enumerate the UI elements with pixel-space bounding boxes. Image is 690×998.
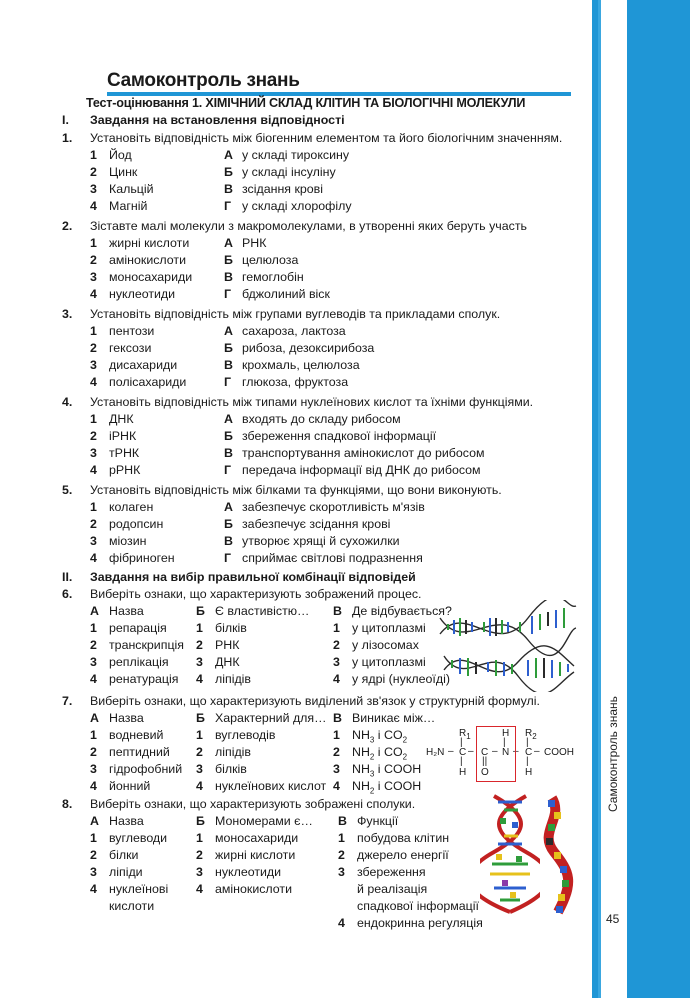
q5-answer-text: сприймає світлові подразнення [242,551,423,565]
q7-col_a-item-text: пептидний [109,745,170,759]
q8-col_a-item-number: 4 [90,882,97,896]
peptide-formula: H₂N – C $R_1$ | | H – C || O – N | H – C $R_2$ | | H – COOH [426,724,590,784]
q7-col_b-item-text: білків [215,762,247,776]
q2-answer-text: РНК [242,236,267,250]
q7-col_c-item-number: 4 [333,779,340,793]
q6-col_b-item-text: білків [215,621,247,635]
q7-col_b-item-text: ліпідів [215,745,252,759]
q8-col_b-item-text: нуклеотиди [215,865,282,879]
q7-col_c-item-text: $NH_2$ і $CO_2$ [352,745,408,762]
q2-option-text: жирні кислоти [109,236,190,250]
q6-col_a-letter: А [90,604,99,618]
q3-option-number: 2 [90,341,97,355]
q6-col_c-heading: Де відбувається? [352,604,452,618]
formula-c3: C [525,747,533,758]
q6-col_c-item-text: у цитоплазмі [352,621,426,635]
q8-col_a-item-number: 2 [90,848,97,862]
q2-option-text: моносахариди [109,270,193,284]
question-4-number: 4. [62,395,73,409]
test-heading: Тест-оцінювання 1. ХІМІЧНИЙ СКЛАД КЛІТИН ТА БІОЛОГІЧНІ МОЛЕКУЛИ [86,96,526,110]
q6-col_a-item-number: 3 [90,655,97,669]
q6-col_b-item-text: ліпідів [215,672,252,686]
q8-col_b-item-text: жирні кислоти [215,848,296,862]
q4-option-text: тРНК [109,446,140,460]
q8-col_a-heading: Назва [109,814,144,828]
q1-answer-text: зсідання крові [242,182,323,196]
q8-col_a-letter: А [90,814,99,828]
q4-option-number: 4 [90,463,97,477]
q6-col_b-item-text: РНК [215,638,240,652]
q7-col_b-item-text: нуклеїнових кислот [215,779,327,793]
q2-option-number: 1 [90,236,97,250]
q4-option-text: рРНК [109,463,141,477]
q8-col_c-letter: В [338,814,347,828]
q4-option-text: іРНК [109,429,137,443]
q1-option-text: Йод [109,148,132,162]
q7-col_b-item-number: 3 [196,762,203,776]
q8-col_b-item-number: 4 [196,882,203,896]
q1-option-number: 1 [90,148,97,162]
q1-option-number: 4 [90,199,97,213]
q6-col_b-item-number: 3 [196,655,203,669]
q8-col_c-item-text: побудова клітин [357,831,450,845]
q1-answer-letter: В [224,182,233,196]
q4-option-number: 2 [90,429,97,443]
question-5-number: 5. [62,483,73,497]
formula-cooh: COOH [544,747,574,758]
q5-answer-text: забезпечує скоротливість м'язів [242,500,425,514]
q6-col_a-item-number: 4 [90,672,97,686]
q6-col_c-item-text: у ядрі (нуклеоїді) [352,672,450,686]
q4-option-number: 1 [90,412,97,426]
q1-option-text: Магній [109,199,148,213]
q8-col_c-item-text: джерело енергії [357,848,449,862]
q3-option-text: пентози [109,324,155,338]
q6-col_b-item-number: 2 [196,638,203,652]
q2-option-text: амінокислоти [109,253,187,267]
q2-answer-letter: А [224,236,233,250]
q1-answer-letter: Б [224,165,233,179]
q2-answer-letter: Г [224,287,232,301]
q1-answer-text: у складі інсуліну [242,165,336,179]
question-5-text: Установіть відповідність між білками та функціями, що вони виконують. [90,483,502,497]
q8-col_a-item-text: вуглеводи [109,831,168,845]
q7-col_a-item-text: йонний [109,779,151,793]
page-title: Самоконтроль знань [107,70,300,91]
question-6-text: Виберіть ознаки, що характеризують зображений процес. [90,587,422,601]
question-2-text: Зіставте малі молекули з макромолекулами, в утворенні яких беруть участь [90,219,527,233]
formula-o: O [481,767,489,778]
q8-col_c-item-number: 1 [338,831,345,845]
q7-col_a-item-number: 4 [90,779,97,793]
q5-answer-letter: В [224,534,233,548]
q6-col_c-item-number: 1 [333,621,340,635]
q5-option-number: 4 [90,551,97,565]
q7-col_b-item-number: 2 [196,745,203,759]
q6-col_c-item-number: 3 [333,655,340,669]
q4-answer-text: передача інформації від ДНК до рибосом [242,463,481,477]
formula-c1: C [459,747,467,758]
protein-chain-illustration [534,792,580,918]
q3-option-text: полісахариди [109,375,187,389]
q7-col_b-item-number: 1 [196,728,203,742]
q8-col-a-extra: кислоти [109,899,155,913]
formula-c2: C [481,747,489,758]
q3-option-number: 1 [90,324,97,338]
q8-col-c-extra-2: спадкової інформації [357,899,479,913]
q5-answer-letter: Г [224,551,232,565]
q5-answer-text: забезпечує зсідання крові [242,517,391,531]
q8-col_b-item-text: моносахариди [215,831,299,845]
q4-answer-letter: В [224,446,233,460]
q3-answer-letter: Б [224,341,233,355]
q5-option-number: 1 [90,500,97,514]
q6-col_c-letter: В [333,604,342,618]
q2-answer-text: целюлоза [242,253,299,267]
q6-col_a-item-text: репарація [109,621,167,635]
q7-col_a-item-number: 3 [90,762,97,776]
q8-col_a-item-text: нуклеїнові [109,882,169,896]
q4-answer-letter: Г [224,463,232,477]
q6-col_b-item-number: 4 [196,672,203,686]
q4-option-number: 3 [90,446,97,460]
q2-answer-text: бджолиний віск [242,287,330,301]
formula-h1: H [459,767,467,778]
q8-col_b-item-text: амінокислоти [215,882,293,896]
q1-answer-letter: А [224,148,233,162]
q8-col_c-item-text: ендокринна регуляція [357,916,483,930]
question-8-number: 8. [62,797,73,811]
q7-col_a-item-text: гідрофобний [109,762,183,776]
question-2-number: 2. [62,219,73,233]
q1-option-number: 2 [90,165,97,179]
q6-col_b-item-number: 1 [196,621,203,635]
question-1-text: Установіть відповідність між біогенним елементом та його біологічним значенням. [90,131,563,145]
q2-option-number: 3 [90,270,97,284]
q6-col_a-item-number: 1 [90,621,97,635]
q8-col_a-item-number: 3 [90,865,97,879]
q5-option-text: родопсин [109,517,164,531]
q8-col_b-item-number: 3 [196,865,203,879]
q6-col_a-item-number: 2 [90,638,97,652]
q2-option-text: нуклеотиди [109,287,176,301]
formula-r2: $R_2$ [525,728,537,741]
q3-answer-letter: В [224,358,233,372]
section-1-number: I. [62,113,69,127]
formula-n: N [502,747,510,758]
q7-col_a-heading: Назва [109,711,144,725]
q1-answer-text: у складі хлорофілу [242,199,352,213]
q3-answer-letter: Г [224,375,232,389]
q6-col_b-item-text: ДНК [215,655,240,669]
section-1-title: Завдання на встановлення відповідності [90,113,345,127]
q7-col_a-item-number: 2 [90,745,97,759]
q1-answer-letter: Г [224,199,232,213]
q8-col_a-item-number: 1 [90,831,97,845]
q7-col_a-item-number: 1 [90,728,97,742]
formula-h3: H [525,767,533,778]
q3-option-text: гексози [109,341,152,355]
q5-option-text: колаген [109,500,154,514]
q8-col_b-item-number: 1 [196,831,203,845]
q6-col_c-item-number: 2 [333,638,340,652]
dna-helix-illustration [480,792,540,916]
q2-answer-text: гемоглобін [242,270,304,284]
q2-answer-letter: В [224,270,233,284]
q7-col_c-item-number: 2 [333,745,340,759]
question-8-text: Виберіть ознаки, що характеризують зображені сполуки. [90,797,416,811]
q8-col_b-item-number: 2 [196,848,203,862]
q7-col_b-item-text: вуглеводів [215,728,276,742]
q6-col_c-item-text: у цитоплазмі [352,655,426,669]
q7-col_b-item-number: 4 [196,779,203,793]
q6-col_c-item-text: у лізосомах [352,638,419,652]
q5-option-number: 3 [90,534,97,548]
q7-col_c-item-text: $NH_3$ і COOH [352,762,422,779]
question-1-number: 1. [62,131,73,145]
q7-col_c-item-text: $NH_3$ і $CO_2$ [352,728,408,745]
q7-col_a-item-text: водневий [109,728,164,742]
q5-option-text: фібриноген [109,551,175,565]
q7-col_c-item-text: $NH_2$ і COOH [352,779,422,796]
q7-col_b-heading: Характерний для… [215,711,327,725]
q3-answer-text: рибоза, дезоксирибоза [242,341,375,355]
q3-option-number: 3 [90,358,97,372]
q3-answer-text: сахароза, лактоза [242,324,346,338]
q8-col_b-heading: Мономерами є… [215,814,313,828]
q6-col_a-item-text: транскрипція [109,638,184,652]
q2-option-number: 2 [90,253,97,267]
q7-col_c-item-number: 1 [333,728,340,742]
question-4-text: Установіть відповідність між типами нуклеїнових кислот та їхніми функціями. [90,395,534,409]
q1-option-number: 3 [90,182,97,196]
q3-answer-letter: А [224,324,233,338]
dna-replication-illustration [436,600,578,692]
formula-r1: $R_1$ [459,728,471,741]
q1-option-text: Кальцій [109,182,154,196]
q7-col_c-item-number: 3 [333,762,340,776]
q4-answer-letter: Б [224,429,233,443]
q4-answer-text: збереження спадкової інформації [242,429,437,443]
question-7-number: 7. [62,694,73,708]
q4-answer-text: транспортування амінокислот до рибосом [242,446,485,460]
q8-col_c-item-number: 3 [338,865,345,879]
q8-col_c-item-number: 2 [338,848,345,862]
q8-col_c-item-number: 4 [338,916,345,930]
q7-col_b-letter: Б [196,711,205,725]
q7-col_c-letter: В [333,711,342,725]
q5-option-number: 2 [90,517,97,531]
q7-col_a-letter: А [90,711,99,725]
q8-col_b-letter: Б [196,814,205,828]
q8-col_c-item-text: збереження [357,865,426,879]
q1-option-text: Цинк [109,165,138,179]
q8-col-c-extra-1: й реалізація [357,882,428,896]
question-3-text: Установіть відповідність між групами вуглеводів та прикладами сполук. [90,307,501,321]
q7-col_c-heading: Виникає між… [352,711,436,725]
q3-option-text: дисахариди [109,358,178,372]
question-7-text: Виберіть ознаки, що характеризують виділений зв'язок у структурній формулі. [90,694,540,708]
q6-col_b-letter: Б [196,604,205,618]
q6-col_b-heading: Є властивістю… [215,604,310,618]
q2-answer-letter: Б [224,253,233,267]
q4-answer-text: входять до складу рибосом [242,412,401,426]
highlighted-bond-box [476,726,516,782]
q4-answer-letter: А [224,412,233,426]
q1-answer-text: у складі тироксину [242,148,350,162]
q4-option-text: ДНК [109,412,134,426]
q6-col_a-heading: Назва [109,604,144,618]
formula-h2n: H₂N [426,747,445,758]
q5-answer-letter: Б [224,517,233,531]
side-panel [598,0,627,998]
section-2-number: II. [62,570,73,584]
q3-answer-text: крохмаль, целюлоза [242,358,360,372]
q5-option-text: міозин [109,534,147,548]
question-6-number: 6. [62,587,73,601]
q8-col_a-item-text: білки [109,848,139,862]
q5-answer-text: утворює хрящі й сухожилки [242,534,400,548]
formula-h2: H [502,728,510,739]
section-2-title: Завдання на вибір правильної комбінації відповідей [90,570,416,584]
q3-answer-text: глюкоза, фруктоза [242,375,349,389]
question-3-number: 3. [62,307,73,321]
q3-option-number: 4 [90,375,97,389]
q6-col_a-item-text: ренатурація [109,672,179,686]
q5-answer-letter: А [224,500,233,514]
q6-col_a-item-text: реплікація [109,655,169,669]
page-number: 45 [606,912,620,926]
q8-col_a-item-text: ліпіди [109,865,143,879]
side-label [606,792,620,812]
q2-option-number: 4 [90,287,97,301]
q8-col_c-heading: Функції [357,814,399,828]
q6-col_c-item-number: 4 [333,672,340,686]
